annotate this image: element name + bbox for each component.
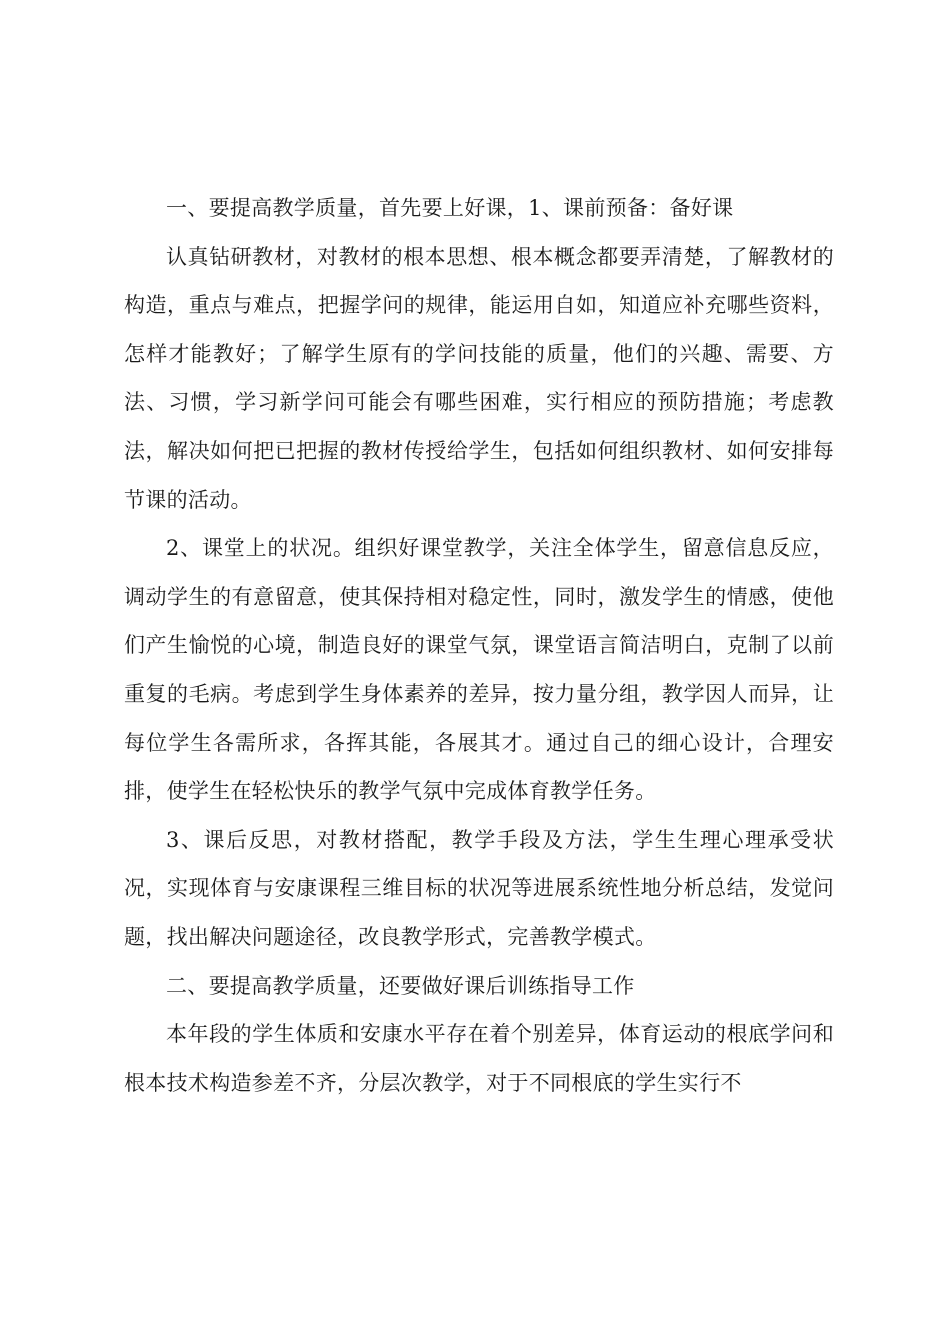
heading-section-one: 一、要提高教学质量，首先要上好课，1、课前预备：备好课 [166, 196, 734, 220]
paragraph-classroom-situation: 2、课堂上的状况。组织好课堂教学，关注全体学生，留意信息反应，调动学生的有意留意，使其保持相对稳定性，同时，激发学生的情感，使他们产生愉悦的心境，制造良好的课堂气氛，课堂语言简洁明白，克制了以前重复的毛病。考虑到学生身体素养的差异，按力量分组，教学因人而异，让每位学生各需所求，各挥其能，各展其才。通过自己的细心设计，合理安排，使学生在轻松快乐的教学气氛中完成体育教学任务。 [124, 536, 834, 804]
paragraph-student-differences: 本年段的学生体质和安康水平存在着个别差异，体育运动的根底学问和根本技术构造参差不齐，分层次教学，对于不同根底的学生实行不 [124, 1022, 834, 1095]
paragraph-lesson-preparation: 认真钻研教材，对教材的根本思想、根本概念都要弄清楚，了解教材的构造，重点与难点，把握学问的规律，能运用自如，知道应补充哪些资料，怎样才能教好；了解学生原有的学问技能的质量，他们的兴趣、需要、方法、习惯，学习新学问可能会有哪些困难，实行相应的预防措施；考虑教法，解决如何把已把握的教材传授给学生，包括如何组织教材、如何安排每节课的活动。 [124, 244, 834, 512]
paragraph-after-class-reflection: 3、课后反思，对教材搭配，教学手段及方法，学生生理心理承受状况，实现体育与安康课程三维目标的状况等进展系统性地分析总结，发觉问题，找出解决问题途径，改良教学形式，完善教学模式。 [124, 827, 834, 949]
document-body [124, 184, 834, 1107]
heading-section-two: 二、要提高教学质量，还要做好课后训练指导工作 [166, 973, 635, 998]
